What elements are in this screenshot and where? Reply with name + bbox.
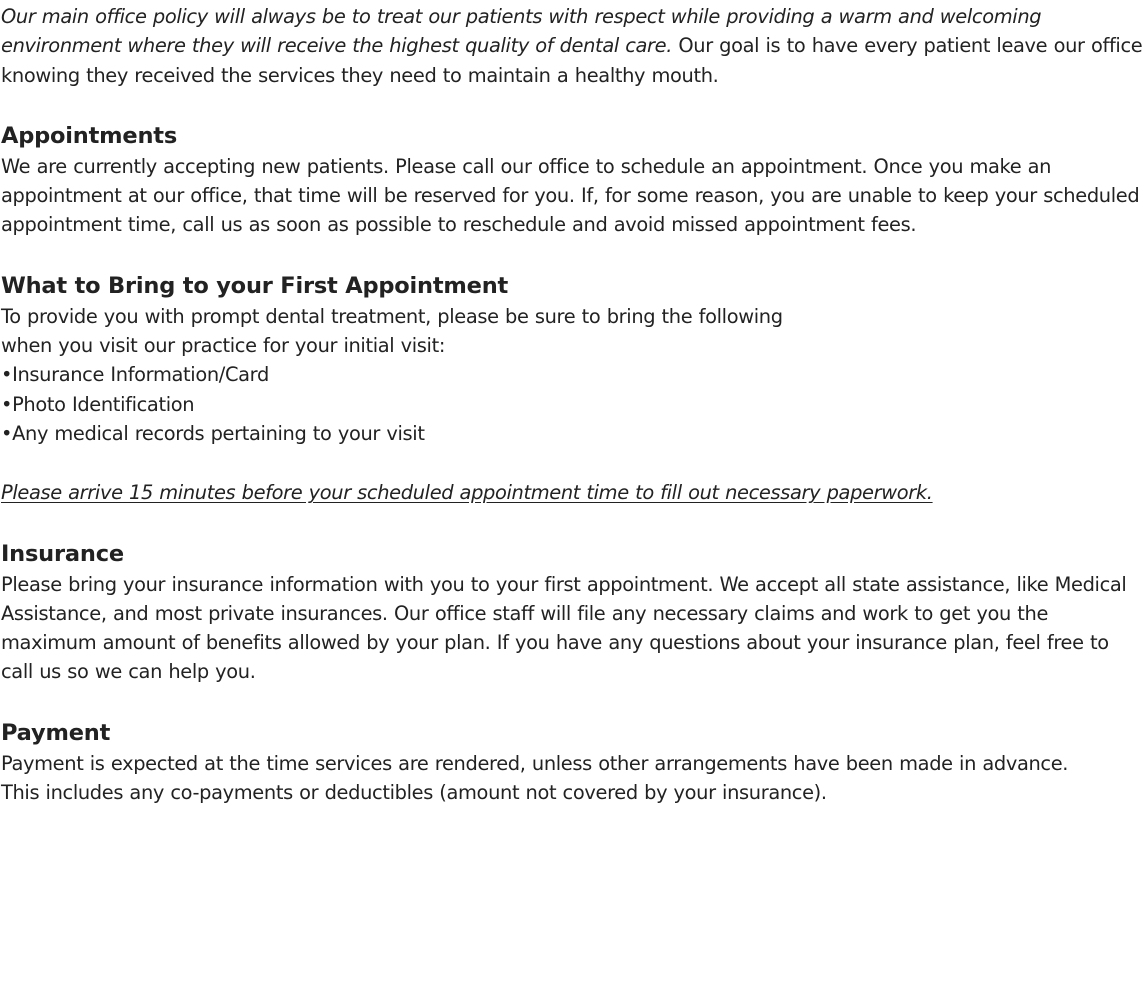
- section-spacer: [1, 240, 1146, 270]
- list-item: •Insurance Information/Card: [1, 363, 269, 387]
- payment-line-2: This includes any co-payments or deductibles (amount not covered by your insurance).: [1, 781, 827, 805]
- payment-line-1: Payment is expected at the time services are rendered, unless other arrangements have been made in advance.: [1, 751, 1069, 775]
- list-item: •Photo Identification: [1, 392, 195, 416]
- policy-statement: Our main office policy will always be to treat our patients with respect while providing a warm and welcoming environment where they will receive the highest quality of dental care.: [1, 5, 1042, 58]
- section-spacer: [1, 90, 1146, 120]
- arrival-notice: Please arrive 15 minutes before your scheduled appointment time to fill out necessary paperwork.: [1, 481, 933, 505]
- goal-statement: Our goal is to have every patient leave our office knowing they received the services they need to maintain a healthy mouth.: [1, 34, 1143, 87]
- intro-paragraph: [1, 2, 1146, 90]
- list-item: •Any medical records pertaining to your visit: [1, 421, 425, 445]
- first-appointment-heading: What to Bring to your First Appointment: [1, 272, 509, 299]
- section-spacer: [1, 508, 1146, 538]
- insurance-heading: Insurance: [1, 540, 124, 567]
- payment-heading: Payment: [1, 719, 111, 746]
- section-spacer: [1, 687, 1146, 717]
- bring-list: [1, 360, 1146, 448]
- first-appointment-intro-line-1: To provide you with prompt dental treatment, please be sure to bring the following: [1, 304, 783, 328]
- first-appointment-intro-line-2: when you visit our practice for your initial visit:: [1, 334, 446, 358]
- appointments-heading: Appointments: [1, 122, 178, 149]
- section-spacer: [1, 448, 1146, 478]
- insurance-body: Please bring your insurance information with you to your first appointment. We accept all state assistance, like Medical Assistance, and most private insurances. Our office staff will file any necessary claims and work to get you the maximum amount of benefits allowed by your plan. If you have any questions about your insurance plan, feel free to call us so we can help you.: [1, 572, 1127, 684]
- appointments-body: We are currently accepting new patients. Please call our office to schedule an appointment. Once you make an appointment at our office, that time will be reserved for you. If, for some reason, you are unable to keep your scheduled appointment time, call us as soon as possible to reschedule and avoid missed appointment fees.: [1, 154, 1140, 237]
